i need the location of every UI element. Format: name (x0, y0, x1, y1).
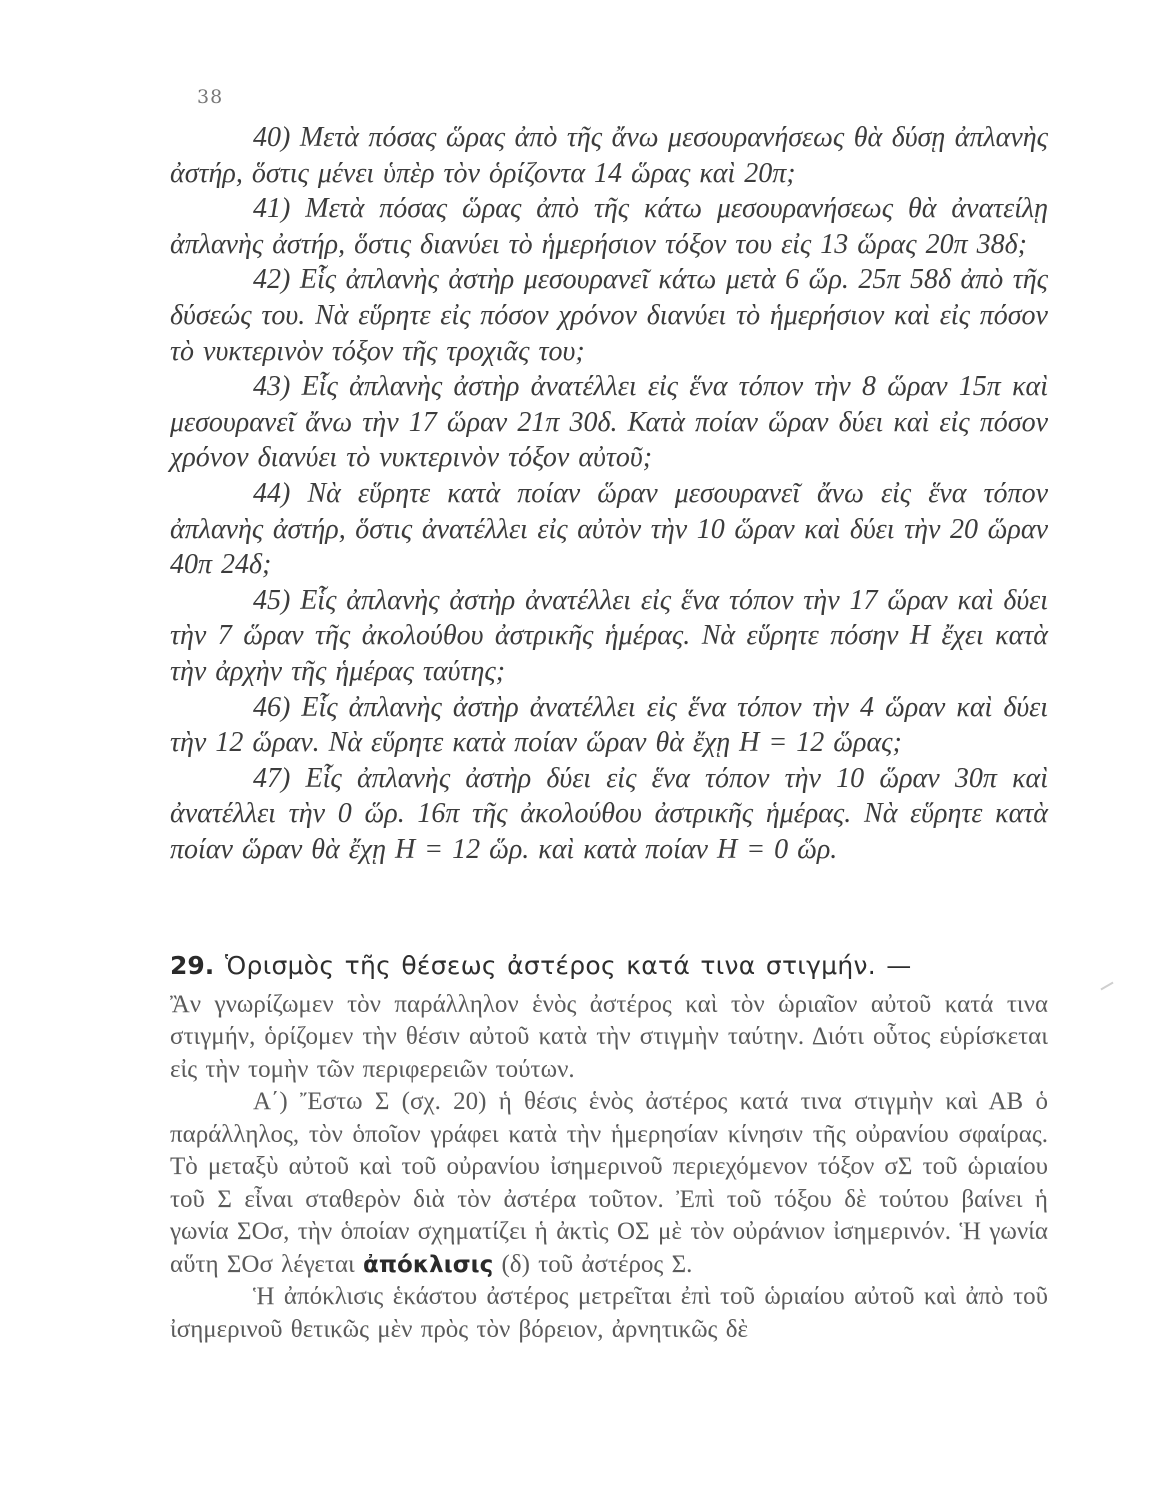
exercise-number: 47) (253, 762, 291, 794)
exercise-text: Νὰ εὕρητε κατὰ ποίαν ὥραν μεσουρανεῖ ἄνω εἰς ἕνα τόπον ἀπλανὴς ἀστήρ, ὅστις ἀνατέλλει εἰς αὐτὸν τὴν 10 ὥραν καὶ δύει τὴν 20 ὥραν 40π 24δ; (170, 477, 1048, 581)
exercise-46 (170, 690, 1048, 761)
exercise-number: 40) (253, 122, 291, 153)
declination-paragraph (170, 1086, 1048, 1281)
exercise-text: Μετὰ πόσας ὥρας ἀπὸ τῆς κάτω μεσουρανήσεως θὰ ἀνατείλῃ ἀπλανὴς ἀστήρ, ὅστις διανύει τὸ ἡμερήσιον τόξον του εἰς 13 ὥρας 20π 38δ; (170, 193, 1049, 260)
exercise-44 (170, 476, 1048, 583)
exercise-number: 46) (253, 691, 291, 723)
declination-text-after: (δ) τοῦ ἀστέρος Σ. (501, 1250, 693, 1278)
page-number: 38 (197, 86, 224, 108)
exercise-text: Εἷς ἀπλανὴς ἀστὴρ ἀνατέλλει εἰς ἕνα τόπον τὴν 8 ὥραν 15π καὶ μεσουρανεῖ ἄνω τὴν 17 ὥραν 21π 30δ. Κατὰ ποίαν ὥραν δύει καὶ εἰς πόσον χρόνον διανύει τὸ νυκτερινὸν τόξον αὐτοῦ; (170, 371, 1048, 474)
exercise-47 (170, 761, 1048, 868)
exercise-42 (170, 262, 1048, 369)
section-intro-paragraph (170, 950, 1048, 1086)
exercise-41 (170, 191, 1048, 262)
section-heading (170, 950, 1048, 983)
declination-text-before: Α΄) Ἔστω Σ (σχ. 20) ἡ θέσις ἑνὸς ἀστέρος κατά τινα στιγμὴν καὶ ΑΒ ὁ παράλληλος, τὸν ὁποῖον γράφει κατὰ τὴν ἡμερησίαν κίνησιν τῆς οὐρανίου σφαίρας. Τὸ μεταξὺ αὐτοῦ καὶ τοῦ οὐρανίου ἰσημερινοῦ περιεχόμενον τόξον σΣ τοῦ ὡριαίου τοῦ Σ εἶναι σταθερὸν διὰ τὸν ἀστέρα τοῦτον. Ἐπὶ τοῦ τόξου δὲ τούτου βαίνει ἡ γωνία ΣΟσ, τὴν ὁποίαν σχηματίζει ἡ ἀκτὶς ΟΣ μὲ τὸν οὐράνιον ἰσημερινόν. Ἡ γωνία αὕτη ΣΟσ λέγεται (170, 1088, 1048, 1278)
exercise-number: 43) (253, 371, 291, 403)
margin-mark (1100, 982, 1113, 991)
exercise-number: 44) (253, 477, 291, 509)
exercise-text: Εἷς ἀπλανὴς ἀστὴρ μεσουρανεῖ κάτω μετὰ 6 ὥρ. 25π 58δ ἀπὸ τῆς δύσεώς του. Νὰ εὕρητε εἰς πόσον χρόνον διανύει τὸ ἡμερήσιον καὶ εἰς πόσον τὸ νυκτερινὸν τόξον τῆς τροχιᾶς του; (170, 264, 1048, 367)
exercise-text: Εἷς ἀπλανὴς ἀστὴρ ἀνατέλλει εἰς ἕνα τόπον τὴν 17 ὥραν καὶ δύει τὴν 7 ὥραν τῆς ἀκολούθου ἀστρικῆς ἡμέρας. Νὰ εὕρητε πόσην Η ἔχει κατὰ τὴν ἀρχὴν τῆς ἡμέρας ταύτης; (170, 584, 1048, 687)
exercise-43 (170, 369, 1048, 476)
exercise-number: 41) (253, 193, 291, 225)
section-title: Ὁρισμὸς τῆς θέσεως ἀστέρος κατά τινα στιγμήν. — (225, 951, 912, 980)
section-intro-text: Ἂν γνωρίζωμεν τὸν παράλληλον ἑνὸς ἀστέρος καὶ τὸν ὡριαῖον αὐτοῦ κατά τινα στιγμήν, ὁρίζομεν τὴν θέσιν αὐτοῦ κατὰ τὴν στιγμὴν ταύτην. Διότι οὗτος εὑρίσκεται εἰς τὴν τομὴν τῶν περιφερειῶν τούτων. (170, 990, 1048, 1083)
declination-term: ἀπόκλισις (363, 1251, 494, 1278)
section-29 (170, 950, 1048, 1346)
exercise-list (170, 120, 1048, 867)
exercise-number: 42) (253, 264, 291, 296)
exercise-45 (170, 583, 1048, 690)
section-number: 29. (170, 951, 215, 980)
exercise-number: 45) (253, 584, 291, 616)
exercise-40 (170, 120, 1048, 191)
exercise-text: Μετὰ πόσας ὥρας ἀπὸ τῆς ἄνω μεσουρανήσεως θὰ δύσῃ ἀπλανὴς ἀστήρ, ὅστις μένει ὑπὲρ τὸν ὁρίζοντα 14 ὥρας καὶ 20π; (170, 122, 1048, 189)
exercise-text: Εἷς ἀπλανὴς ἀστὴρ ἀνατέλλει εἰς ἕνα τόπον τὴν 4 ὥραν καὶ δύει τὴν 12 ὥραν. Νὰ εὕρητε κατὰ ποίαν ὥραν θὰ ἔχῃ Η = 12 ὥρας; (170, 691, 1048, 759)
exercise-text: Εἷς ἀπλανὴς ἀστὴρ δύει εἰς ἕνα τόπον τὴν 10 ὥραν 30π καὶ ἀνατέλλει τὴν 0 ὥρ. 16π τῆς ἀκολούθου ἀστρικῆς ἡμέρας. Νὰ εὕρητε κατὰ ποίαν ὥραν θὰ ἔχῃ Η = 12 ὥρ. καὶ κατὰ ποίαν Η = 0 ὥρ. (170, 762, 1048, 865)
measurement-paragraph: Ἡ ἀπόκλισις ἑκάστου ἀστέρος μετρεῖται ἐπὶ τοῦ ὡριαίου αὐτοῦ καὶ ἀπὸ τοῦ ἰσημερινοῦ θετικῶς μὲν πρὸς τὸν βόρειον, ἀρνητικῶς δὲ (170, 1283, 1048, 1343)
